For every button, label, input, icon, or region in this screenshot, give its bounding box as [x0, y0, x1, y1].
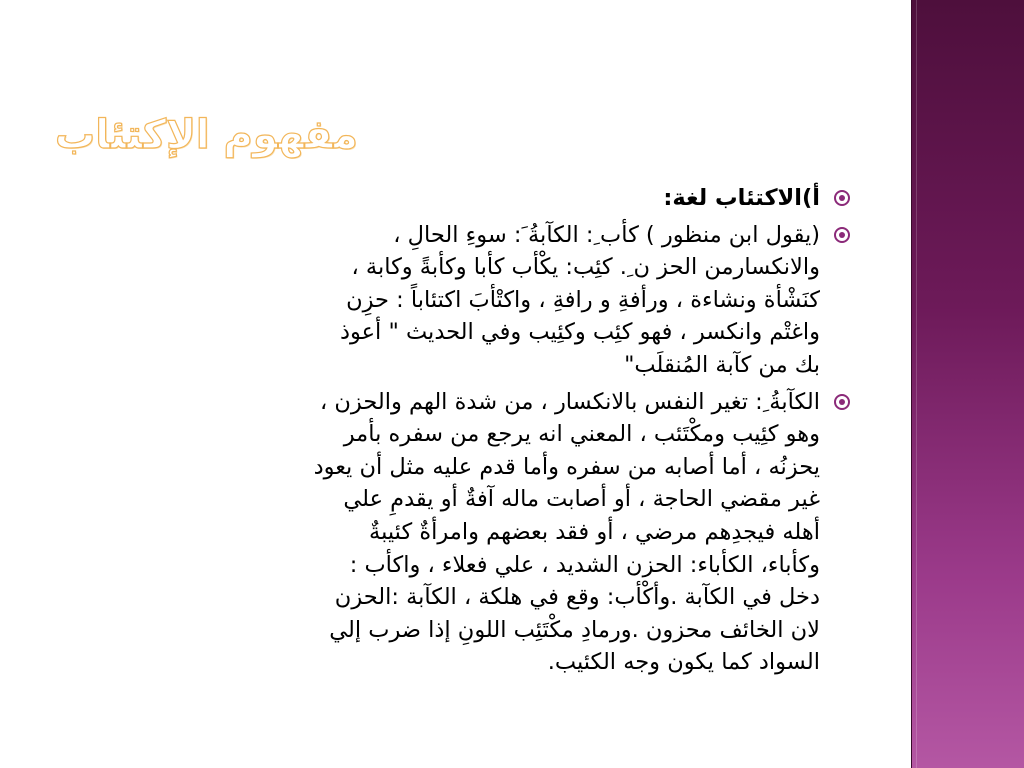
- circle-bullet-icon: [834, 227, 850, 243]
- paragraph-line: واغتْم وانكسر ، فهو كئِب وكئِيب وفي الحديث " أعوذ: [339, 319, 820, 346]
- heading-text: أ)الاكتئاب لغة:: [663, 185, 820, 211]
- paragraph-line: بك من كآبة المُنقلَب": [624, 351, 820, 378]
- paragraph-line: لان الخائف محزون .ورمادِ مكْتَئِب اللونِ إذا ضرب إلي: [329, 616, 820, 643]
- paragraph-line: يحزنُه ، أما أصابه من سفره وأما قدم عليه مثل أن يعود: [313, 453, 820, 480]
- circle-bullet-icon: [834, 190, 850, 206]
- slide-body: [60, 182, 852, 702]
- bullet-paragraph-2: [60, 386, 852, 679]
- paragraph-line: السواد كما يكون وجه الكئيب.: [547, 649, 820, 676]
- paragraph-line: الكآبةُ ِ: تغير النفس بالانكسار ، من شدة الهم والحزن ،: [319, 388, 820, 415]
- paragraph-line: غير مقضي الحاجة ، أو أصابت ماله آفةٌ أو يقدمِ علي: [343, 486, 820, 513]
- circle-bullet-icon: [834, 394, 850, 410]
- bullet-paragraph-1: [60, 219, 852, 382]
- paragraph-line: كنَشْأة ونشاءة ، ورأفةِ و رافةِ ، واكتْأبَ اكتئاباً : حزِن: [346, 286, 820, 313]
- paragraph-line: وهو كئِيب ومكْتَئب ، المعني انه يرجع من سفره بأمر: [343, 421, 820, 448]
- paragraph-line: وكأباء، الكأباء: الحزن الشديد ، علي فعلاء ، واكأب :: [349, 551, 820, 578]
- paragraph-line: أهله فيجدِهم مرضي ، أو فقد بعضهم وامرأةٌ كئيبةٌ: [369, 518, 820, 545]
- slide-title: مفهوم الإكتئاب: [55, 112, 358, 158]
- decorative-side-band: [911, 0, 1024, 768]
- paragraph-line: والانكسارمن الحز ن ِ. كئِب: يكْأب كأبا وكأبةً وكابة ،: [351, 254, 820, 281]
- paragraph-line: دخل في الكآبة .وأكْأب: وقع في هلكة ، الكآبة :الحزن: [334, 584, 820, 611]
- paragraph-line: (يقول ابن منظور ) كأب ِ: الكآبةُ َ: سوءِ الحالِ ،: [393, 221, 820, 248]
- bullet-heading: [60, 182, 852, 215]
